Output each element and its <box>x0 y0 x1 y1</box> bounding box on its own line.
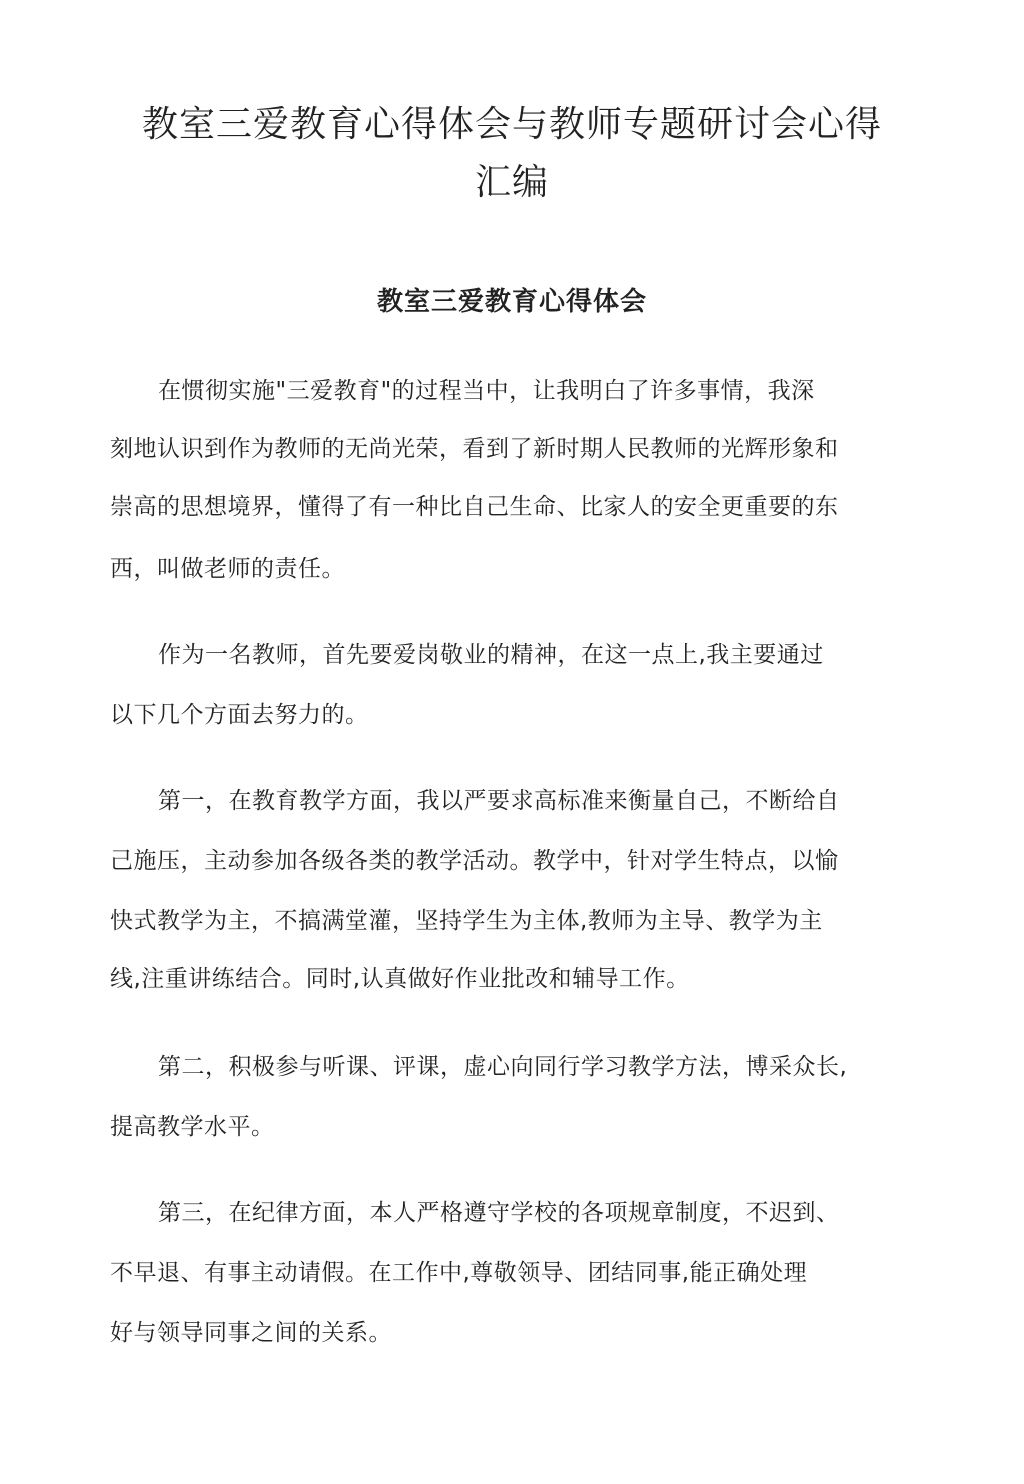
paragraph-1-line-2: 刻地认识到作为教师的无尚光荣，看到了新时期人民教师的光辉形象和 <box>110 436 839 462</box>
paragraph-1-line-3: 崇高的思想境界，懂得了有一种比自己生命、比家人的安全更重要的东 <box>110 494 839 520</box>
document-title-line-1: 教室三爱教育心得体会与教师专题研讨会心得 <box>141 104 882 145</box>
paragraph-1-line-1: 在惯彻实施"三爱教育"的过程当中，让我明白了许多事情，我深 <box>158 378 815 404</box>
paragraph-4-line-1: 第二，积极参与听课、评课，虚心向同行学习教学方法，博采众长, <box>158 1054 848 1080</box>
paragraph-3-line-4: 线,注重讲练结合。同时,认真做好作业批改和辅导工作。 <box>110 966 690 992</box>
section-title: 教室三爱教育心得体会 <box>376 287 647 317</box>
document-title-line-2: 汇编 <box>474 162 549 203</box>
paragraph-3-line-3: 快式教学为主，不搞满堂灌，坚持学生为主体,教师为主导、教学为主 <box>110 908 823 934</box>
paragraph-2-line-2: 以下几个方面去努力的。 <box>110 702 369 728</box>
paragraph-5-line-2: 不早退、有事主动请假。在工作中,尊敬领导、团结同事,能正确处理 <box>110 1260 808 1286</box>
paragraph-5-line-1: 第三，在纪律方面，本人严格遵守学校的各项规章制度，不迟到、 <box>158 1200 840 1226</box>
paragraph-5-line-3: 好与领导同事之间的关系。 <box>110 1320 392 1346</box>
paragraph-4-line-2: 提高教学水平。 <box>110 1114 275 1140</box>
paragraph-1-line-4: 西，叫做老师的责任。 <box>110 556 345 582</box>
paragraph-3-line-1: 第一，在教育教学方面，我以严要求高标准来衡量自己，不断给自 <box>158 788 840 814</box>
paragraph-3-line-2: 己施压，主动参加各级各类的教学活动。教学中，针对学生特点，以愉 <box>110 848 839 874</box>
paragraph-2-line-1: 作为一名教师，首先要爱岗敬业的精神，在这一点上,我主要通过 <box>158 642 824 668</box>
